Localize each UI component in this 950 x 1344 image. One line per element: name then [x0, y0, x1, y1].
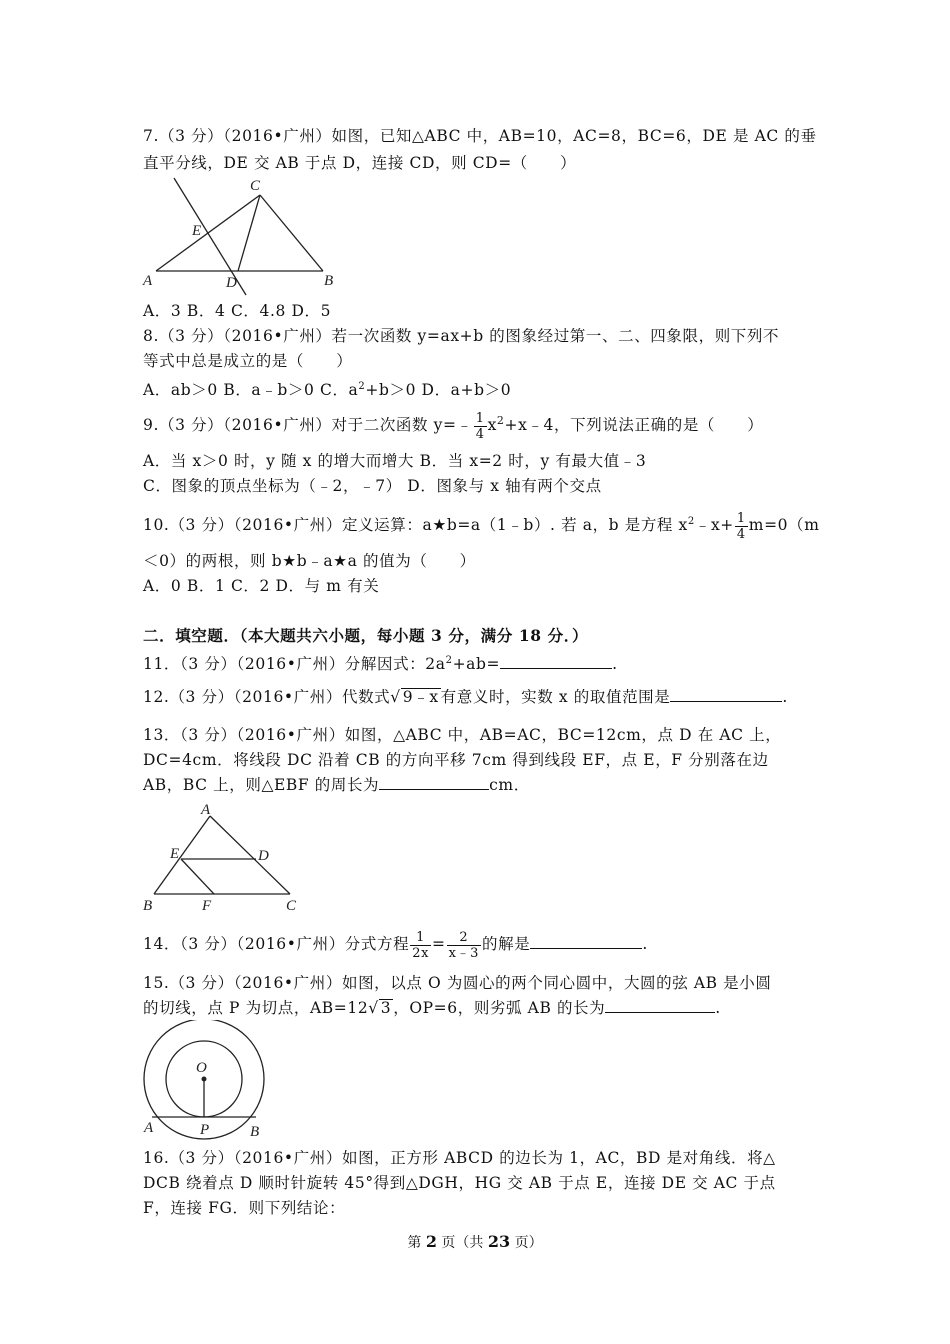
q13-label-d: D [258, 848, 269, 864]
q7-label-d: D [226, 275, 237, 291]
q15-blank [605, 998, 715, 1013]
q13-line3: AB，BC 上，则△EBF 的周长为 cm． [143, 776, 530, 794]
q15-line2: 的切线，点 P 为切点，AB=12√ 3 ，OP=6，则劣弧 AB 的长为 . [143, 999, 721, 1017]
q8-line2: 等式中总是成立的是（ ） [143, 352, 353, 370]
q11-stem: 11．（3 分）（2016•广州）分解因式：$2a^2+ab=$ . [143, 655, 618, 674]
q15-label-p: P [200, 1122, 210, 1138]
q13-label-a: A [201, 802, 211, 818]
q12-stem: 12.（3 分）（2016•广州）代数式√ 9﹣x 有意义时，实数 x 的取值范围是 . [143, 688, 788, 706]
q15-label-b: B [250, 1124, 260, 1140]
q7-label-e: E [192, 223, 202, 239]
q15-line1: 15.（3 分）（2016•广州）如图，以点 O 为圆心的两个同心圆中，大圆的弦 AB 是小圆 [143, 974, 772, 992]
q15-label-a: A [144, 1120, 154, 1136]
q7-label-b: B [324, 273, 334, 289]
q16-line3: F，连接 FG．则下列结论： [143, 1199, 346, 1217]
q10-line2: ＜0）的两根，则 b★b﹣a★a 的值为（ ） [143, 552, 476, 570]
q7-line1: 7.（3 分）（2016•广州）如图，已知△ABC 中，AB=10，AC=8，BC=6，DE 是 AC 的垂 [143, 127, 817, 145]
q13-label-e: E [170, 846, 180, 862]
q16-line2: DCB 绕着点 D 顺时针旋转 45°得到△DGH，HG 交 AB 于点 E，连接 DE 交 AC 于点 [143, 1174, 776, 1192]
q9-options-1: A．当 x＞0 时，y 随 x 的增大而增大 B．当 x=2 时，y 有最大值﹣3 [143, 452, 647, 470]
page-footer: 第 2 页（共 23 页） [407, 1232, 543, 1251]
q7-figure [140, 175, 340, 300]
q15-label-o: O [196, 1060, 207, 1076]
section-title: 二．填空题．（本大题共六小题，每小题 3 分，满分 18 分．） [143, 626, 589, 645]
q7-label-c: C [250, 178, 261, 194]
q12-blank [670, 687, 782, 702]
q9-stem: 9.（3 分）（2016•广州）对于二次函数 y=﹣ $\frac{1}{4}$ $x^2+x﹣4$，下列说法正确的是（ ） [143, 410, 764, 442]
q8-options: A．ab＞0 B．a﹣b＞0 C．$a^2+b>0$ D．a+b＞0 [143, 381, 512, 400]
q13-figure [140, 800, 310, 915]
q16-line1: 16.（3 分）（2016•广州）如图，正方形 ABCD 的边长为 1，AC，BD 是对角线．将△ [143, 1149, 776, 1167]
q10-options: A．0 B．1 C．2 D．与 m 有关 [143, 577, 380, 595]
q7-line2: 直平分线，DE 交 AB 于点 D，连接 CD，则 CD=（ ） [143, 154, 577, 172]
q15-figure [138, 1020, 273, 1142]
q13-line1: 13．（3 分）（2016•广州）如图，△ABC 中，AB=AC，BC=12cm，点 D 在 AC 上， [143, 726, 782, 744]
q13-label-f: F [202, 898, 212, 914]
q7-options: A．3 B．4 C．4.8 D．5 [143, 302, 332, 320]
q13-blank [379, 775, 489, 790]
q10-stem: 10.（3 分）（2016•广州）定义运算：a★b=a（1﹣b）. 若 a，b 是方程 $x^2﹣x+$ $\frac{1}{4}$ m=0（m [143, 510, 820, 542]
q14-blank [530, 934, 642, 949]
q9-options-2: C．图象的顶点坐标为（﹣2，﹣7） D．图象与 x 轴有两个交点 [143, 477, 602, 495]
q13-label-b: B [143, 898, 153, 914]
q14-stem: 14．（3 分）（2016•广州）分式方程 $\frac{1}{2x}$ = $\frac{2}{x﹣3}$ 的解是 . [143, 929, 648, 961]
q7-label-a: A [143, 273, 153, 289]
q11-blank [500, 654, 612, 669]
q13-line2: DC=4cm．将线段 DC 沿着 CB 的方向平移 7cm 得到线段 EF，点 E，F 分别落在边 [143, 751, 769, 769]
q8-line1: 8.（3 分）（2016•广州）若一次函数 y=ax+b 的图象经过第一、二、四象限，则下列不 [143, 327, 780, 345]
q13-label-c: C [286, 898, 297, 914]
